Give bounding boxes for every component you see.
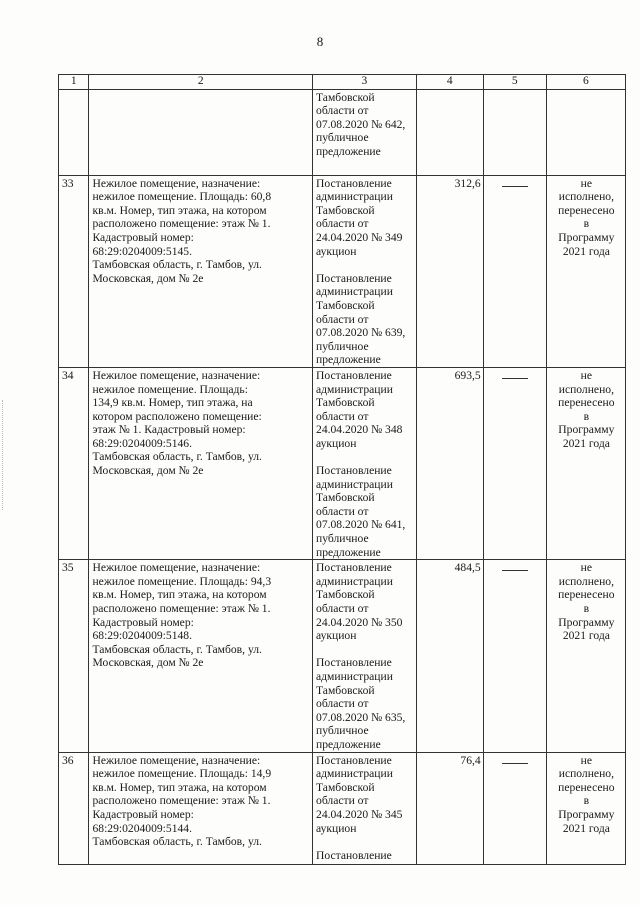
cell-desc: Нежилое помещение, назначение: нежилое помещение. Площадь: 60,8 кв.м. Номер, тип этажа, на котором расположено помещение: этаж № 1. Кадастровый номер: 68:29:0204009:5145. Тамбовская область, г. Тамбов, ул. Московская, дом № 2е [89, 175, 313, 367]
cell-desc [89, 89, 313, 175]
cell-doc: Постановление администрации Тамбовской области от 24.04.2020 № 350 аукцион Постановление администрации Тамбовской области от 07.08.2020 № 635, публичное предложение [313, 560, 417, 752]
col-header: 2 [89, 75, 313, 90]
cell-area: 693,5 [416, 367, 483, 559]
cell-num [59, 89, 89, 175]
col-header: 1 [59, 75, 89, 90]
col-header: 5 [483, 75, 546, 90]
cell-desc: Нежилое помещение, назначение: нежилое помещение. Площадь: 134,9 кв.м. Номер, тип этажа, на котором расположено помещение: этаж № 1. Кадастровый номер: 68:29:0204009:5146. Тамбовская область, г. Тамбов, ул. Московская, дом № 2е [89, 367, 313, 559]
cell-doc: Постановление администрации Тамбовской области от 24.04.2020 № 345 аукцион Постановление [313, 752, 417, 864]
cell-status: не исполнено, перенесено в Программу 2021 года [546, 752, 625, 864]
cell-area: 312,6 [416, 175, 483, 367]
continued-row [59, 89, 626, 175]
property-table [58, 74, 626, 865]
cell-col5 [483, 752, 546, 864]
cell-desc: Нежилое помещение, назначение: нежилое помещение. Площадь: 94,3 кв.м. Номер, тип этажа, на котором расположено помещение: этаж № 1. Кадастровый номер: 68:29:0204009:5148. Тамбовская область, г. Тамбов, ул. Московская, дом № 2е [89, 560, 313, 752]
dash-mark [502, 178, 528, 187]
cell-doc: Тамбовской области от 07.08.2020 № 642, публичное предложение [313, 89, 417, 175]
page-number: 8 [316, 34, 324, 49]
cell-num: 33 [59, 175, 89, 367]
cell-col5 [483, 89, 546, 175]
cell-status: не исполнено, перенесено в Программу 2021 года [546, 175, 625, 367]
dash-mark [502, 370, 528, 379]
cell-area: 484,5 [416, 560, 483, 752]
table-row [59, 175, 626, 367]
cell-area: 76,4 [416, 752, 483, 864]
cell-status: не исполнено, перенесено в Программу 2021 года [546, 367, 625, 559]
table-row [59, 752, 626, 864]
cell-num: 36 [59, 752, 89, 864]
cell-num: 34 [59, 367, 89, 559]
table-row [59, 367, 626, 559]
dash-mark [502, 562, 528, 571]
cell-doc: Постановление администрации Тамбовской области от 24.04.2020 № 348 аукцион Постановление администрации Тамбовской области от 07.08.2020 № 641, публичное предложение [313, 367, 417, 559]
cell-desc: Нежилое помещение, назначение: нежилое помещение. Площадь: 14,9 кв.м. Номер, тип этажа, на котором расположено помещение: этаж № 1. Кадастровый номер: 68:29:0204009:5144. Тамбовская область, г. Тамбов, ул. [89, 752, 313, 864]
header-row [59, 75, 626, 90]
cell-status [546, 89, 625, 175]
cell-num: 35 [59, 560, 89, 752]
scan-edge-marks [2, 400, 6, 510]
col-header: 4 [416, 75, 483, 90]
cell-area [416, 89, 483, 175]
col-header: 6 [546, 75, 625, 90]
cell-col5 [483, 560, 546, 752]
col-header: 3 [313, 75, 417, 90]
cell-col5 [483, 175, 546, 367]
cell-col5 [483, 367, 546, 559]
dash-mark [502, 755, 528, 764]
cell-status: не исполнено, перенесено в Программу 2021 года [546, 560, 625, 752]
cell-doc: Постановление администрации Тамбовской области от 24.04.2020 № 349 аукцион Постановление администрации Тамбовской области от 07.08.2020 № 639, публичное предложение [313, 175, 417, 367]
table-row [59, 560, 626, 752]
